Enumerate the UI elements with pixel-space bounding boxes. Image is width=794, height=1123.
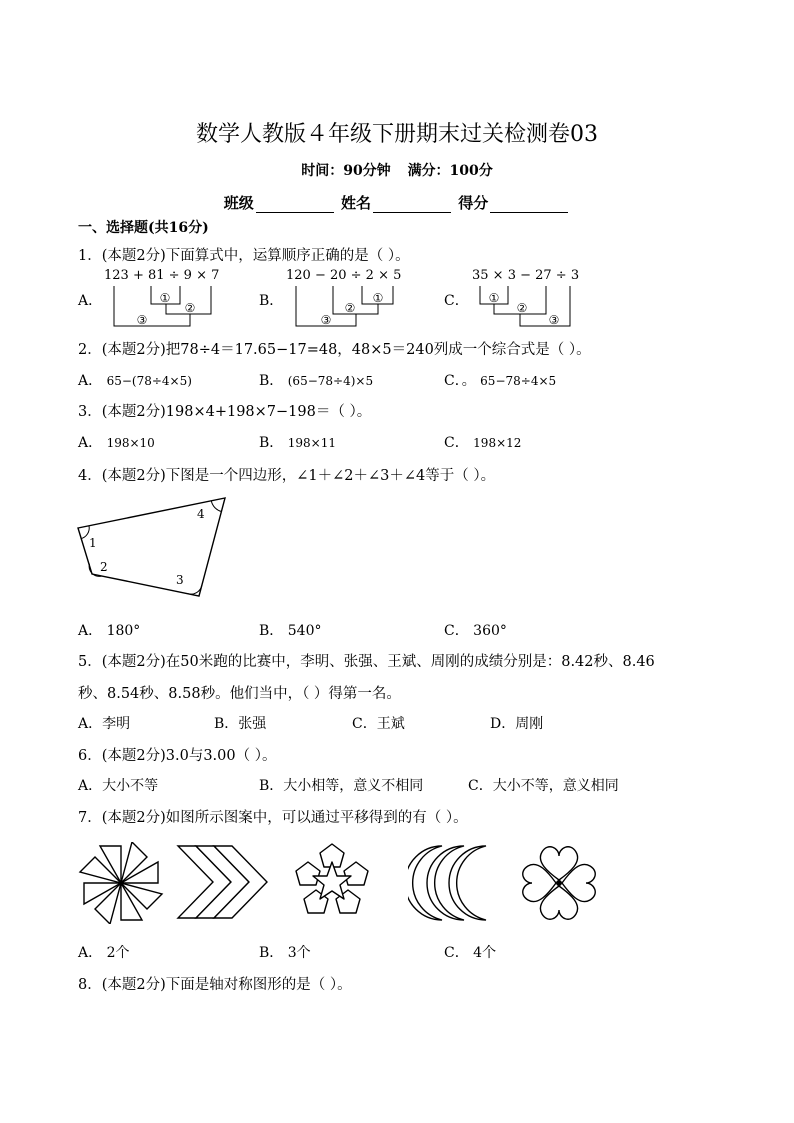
q5-option-d-value: 周刚 (515, 716, 544, 732)
q7-option-a-value: 2个 (106, 945, 130, 961)
q2-option-a-value: 65−(78÷4×5) (106, 374, 192, 388)
time-label: 时间：90分钟 (301, 163, 391, 179)
q4-option-c-label: C． (444, 623, 469, 639)
q1a-mark-3: ③ (136, 313, 148, 327)
q3-option-c[interactable] (444, 432, 521, 452)
angle-1-label: 1 (89, 536, 97, 550)
q4-option-c-value: 360° (473, 623, 507, 639)
q2-option-a-label: A． (78, 373, 103, 389)
student-info-line (0, 192, 794, 213)
q4-option-c[interactable] (444, 620, 507, 640)
q5-option-b-value: 张强 (238, 716, 267, 732)
q5-option-a-label: A． (78, 716, 103, 732)
q7-option-b[interactable] (259, 942, 311, 962)
q6-option-a[interactable] (78, 775, 158, 795)
q1c-mark-3: ③ (548, 313, 560, 327)
q1-option-a-label[interactable]: A． (78, 293, 103, 309)
q1a-mark-1: ① (159, 291, 171, 305)
q1-option-b-label[interactable]: B． (259, 293, 284, 309)
question-5-stem-line-1: 5．(本题2分)在50米跑的比赛中，李明、张强、王斌、周刚的成绩分别是：8.42秒、8.46 (78, 654, 655, 670)
angle-3-label: 3 (176, 573, 184, 587)
question-7-stem: 7．(本题2分)如图所示图案中，可以通过平移得到的有（ ）。 (78, 810, 468, 826)
q5-option-a[interactable] (78, 713, 130, 733)
q5-option-c-label: C． (352, 716, 377, 732)
q3-option-b-label: B． (259, 435, 284, 451)
q1-option-b-order-diagram (286, 284, 406, 330)
q1-option-a-expr: 123 + 81 ÷ 9 × 7 (104, 268, 220, 283)
q4-option-b-label: B． (259, 623, 284, 639)
question-8-stem: 8．(本题2分)下面是轴对称图形的是（ ）。 (78, 977, 352, 993)
q2-option-a[interactable] (78, 370, 192, 390)
q5-option-c-value: 王斌 (376, 716, 405, 732)
q7-option-c-label: C． (444, 945, 469, 961)
q4-option-a-label: A． (78, 623, 103, 639)
q1c-mark-1: ① (488, 291, 500, 305)
q6-option-b-value: 大小相等，意义不相同 (283, 778, 424, 794)
question-6-stem: 6．(本题2分)3.0与3.00（ ）。 (78, 748, 277, 764)
question-4-stem: 4．(本题2分)下图是一个四边形，∠1＋∠2＋∠3＋∠4等于（ ）。 (78, 468, 496, 484)
q3-option-a-label: A． (78, 435, 103, 451)
q1-option-b-expr: 120 − 20 ÷ 2 × 5 (286, 268, 402, 283)
q5-option-b[interactable] (214, 713, 266, 733)
q3-option-a-value: 198×10 (106, 436, 155, 450)
q1-option-c-order-diagram (472, 284, 582, 330)
q2-option-b-label: B． (259, 373, 284, 389)
name-label: 姓名 (340, 194, 371, 212)
q6-option-b-label: B． (259, 778, 284, 794)
q6-option-c-value: 大小不等，意义相同 (492, 778, 619, 794)
q1-option-c-expr: 35 × 3 − 27 ÷ 3 (472, 268, 580, 283)
q2-option-b[interactable] (259, 370, 373, 390)
q2-option-b-value: (65−78÷4)×5 (287, 374, 374, 388)
q4-option-b[interactable] (259, 620, 321, 640)
q1-option-a-order-diagram (104, 284, 224, 330)
question-5-stem-line-2: 秒、8.54秒、8.58秒。他们当中，（ ）得第一名。 (78, 686, 401, 702)
result-label: 得分 (458, 194, 489, 212)
question-2-stem: 2．(本题2分)把78÷4＝17.65−17=48，48×5＝240列成一个综合式是（ ）。 (78, 342, 591, 358)
q5-option-d[interactable] (490, 713, 543, 733)
q3-option-a[interactable] (78, 432, 155, 452)
crescent-figure (408, 842, 494, 924)
question-3-stem: 3．(本题2分)198×4+198×7−198＝（ ）。 (78, 404, 372, 420)
q3-option-c-label: C． (444, 435, 469, 451)
q3-option-b[interactable] (259, 432, 336, 452)
q6-option-a-value: 大小不等 (102, 778, 159, 794)
q5-option-a-value: 李明 (102, 716, 131, 732)
q7-option-a-label: A． (78, 945, 103, 961)
page-title: 数学人教版４年级下册期末过关检测卷03 (196, 122, 598, 147)
q7-option-c-value: 4个 (473, 945, 497, 961)
score-label: 满分：100分 (407, 163, 493, 179)
exam-meta (0, 160, 794, 180)
q4-option-a-value: 180° (106, 623, 141, 639)
q1a-mark-2: ② (184, 301, 196, 315)
q7-option-a[interactable] (78, 942, 130, 962)
q6-option-a-label: A． (78, 778, 103, 794)
q5-option-b-label: B． (214, 716, 239, 732)
q1b-mark-3: ③ (320, 313, 332, 327)
q1c-mark-2: ② (516, 301, 528, 315)
q6-option-c-label: C． (468, 778, 493, 794)
q4-option-a[interactable] (78, 620, 140, 640)
q7-option-b-label: B． (259, 945, 284, 961)
pentagon-flower-figure (290, 842, 374, 924)
q7-option-c[interactable] (444, 942, 496, 962)
q4-option-b-value: 540° (287, 623, 322, 639)
q3-option-c-value: 198×12 (473, 436, 522, 450)
class-label: 班级 (223, 194, 254, 212)
q5-option-d-label: D． (490, 716, 516, 732)
pinwheel-figure (78, 842, 168, 924)
section-heading: 一、选择题(共16分) (78, 220, 209, 236)
q2-option-c[interactable] (444, 370, 556, 390)
angle-4-label: 4 (197, 507, 205, 521)
chevron-figure (176, 842, 268, 924)
class-blank[interactable] (256, 198, 334, 213)
q2-option-c-label: C．。 (444, 373, 476, 389)
q6-option-c[interactable] (468, 775, 619, 795)
name-blank[interactable] (373, 198, 451, 213)
clover-figure (518, 842, 600, 924)
question-1-stem: 1．(本题2分)下面算式中，运算顺序正确的是（ ）。 (78, 248, 410, 264)
q3-option-b-value: 198×11 (287, 436, 336, 450)
q6-option-b[interactable] (259, 775, 423, 795)
q7-option-b-value: 3个 (287, 945, 311, 961)
q1b-mark-2: ② (344, 301, 356, 315)
q2-option-c-value: 65−78÷4×5 (480, 374, 557, 388)
angle-2-label: 2 (100, 560, 108, 574)
quadrilateral-figure (70, 492, 240, 604)
result-blank[interactable] (490, 198, 568, 213)
q1-option-c-label[interactable]: C． (444, 293, 469, 309)
q5-option-c[interactable] (352, 713, 405, 733)
q1b-mark-1: ① (372, 291, 384, 305)
